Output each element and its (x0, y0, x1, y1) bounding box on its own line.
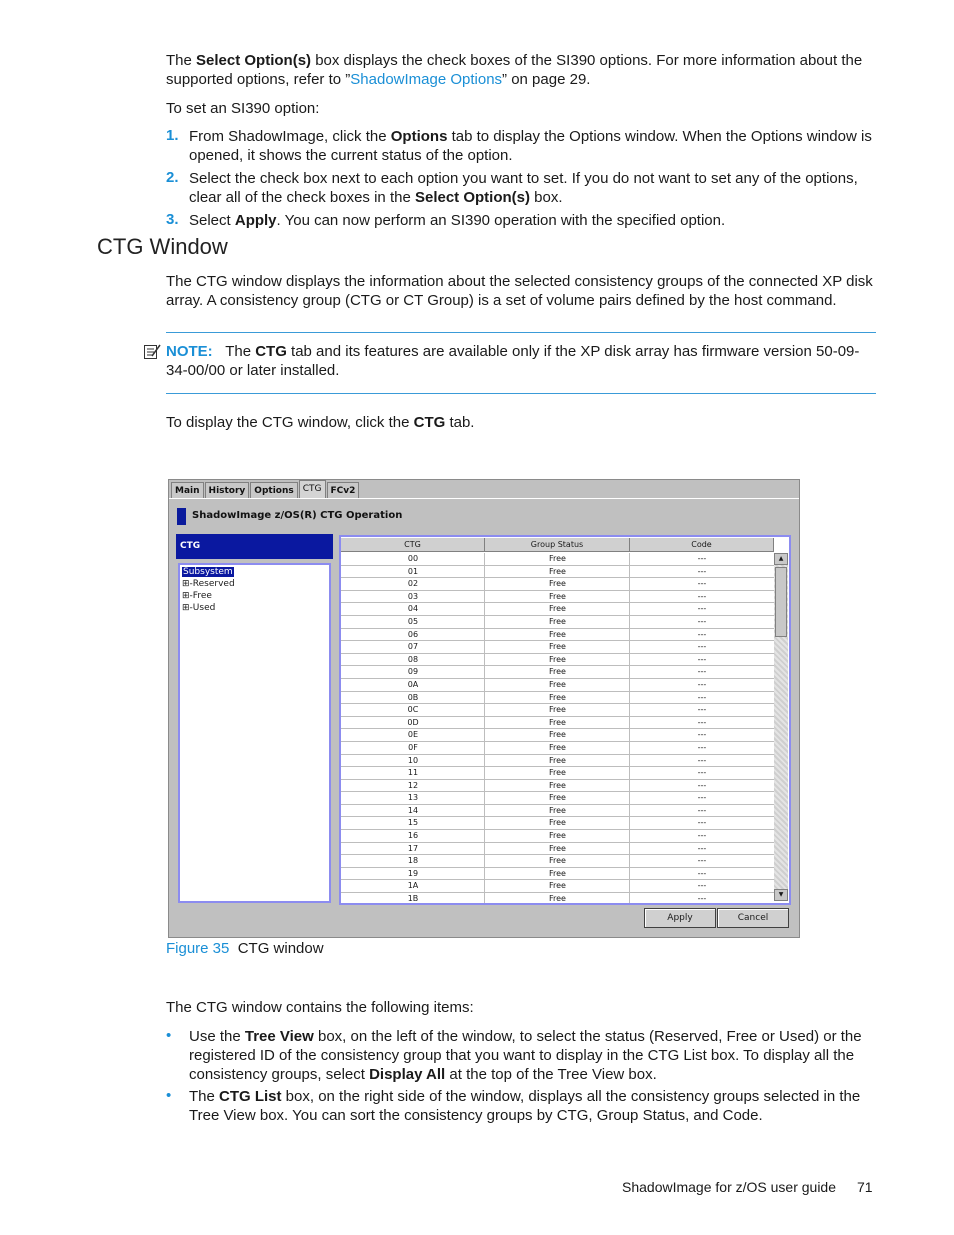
cell-group-status: Free (549, 843, 566, 853)
bullet-icon: • (166, 1027, 172, 1044)
scroll-up-icon[interactable]: ▲ (774, 553, 788, 565)
bullet-tree-view (189, 1027, 879, 1084)
cell-ctg: 06 (407, 629, 419, 639)
table-row[interactable] (341, 654, 774, 667)
table-row[interactable] (341, 603, 774, 616)
section-body: The CTG window displays the information about the selected consistency groups of the connected XP disk array. A consistency group (CTG or CT Group) is a set of volume pairs defined by the host command. (166, 273, 873, 309)
step-number: 1. (166, 127, 179, 144)
cell-group-status: Free (549, 780, 566, 790)
cell-ctg: 01 (407, 566, 419, 576)
cell-code: --- (697, 717, 707, 727)
table-row[interactable] (341, 755, 774, 768)
text: ” on page 29. (502, 71, 591, 88)
title-marker (177, 508, 186, 525)
ctg-list[interactable] (339, 535, 791, 905)
cell-ctg: 1B (407, 894, 419, 904)
cell-code: --- (697, 755, 707, 765)
bold-term: Tree View (244, 1028, 314, 1045)
cell-group-status: Free (549, 856, 566, 866)
cell-ctg: 00 (407, 554, 419, 563)
cell-group-status: Free (549, 818, 566, 828)
table-row[interactable] (341, 553, 774, 566)
window-title: ShadowImage z/OS(R) CTG Operation (192, 510, 403, 521)
tab-main[interactable]: Main (171, 482, 204, 499)
table-row[interactable] (341, 893, 774, 905)
tree-label: Used (192, 603, 216, 613)
table-row[interactable] (341, 729, 774, 742)
expand-icon[interactable]: ⊞ (182, 579, 190, 589)
bold-term: CTG (255, 343, 287, 360)
cell-ctg: 0C (407, 705, 419, 715)
cell-code: --- (697, 856, 707, 866)
expand-icon[interactable]: ⊞ (182, 591, 190, 601)
cell-group-status: Free (549, 768, 566, 778)
cell-group-status: Free (549, 692, 566, 702)
cell-code: --- (697, 742, 707, 752)
cell-group-status: Free (549, 642, 566, 652)
column-header-ctg[interactable]: CTG (341, 538, 485, 552)
cell-code: --- (697, 692, 707, 702)
cell-code: --- (697, 679, 707, 689)
tree-item-used[interactable]: ⊞-Used (182, 603, 216, 613)
cell-code: --- (697, 604, 707, 614)
tab-ctg[interactable]: CTG (299, 480, 326, 499)
step-number: 2. (166, 169, 179, 186)
table-row[interactable] (341, 817, 774, 830)
scroll-down-icon[interactable]: ▼ (774, 889, 788, 901)
text: Select the check box next to each option you want to set. If you do not want to set any of the options, clear all of the check boxes in the (189, 170, 858, 206)
step-number: 3. (166, 211, 179, 228)
cell-code: --- (697, 894, 707, 904)
cell-ctg: 1A (407, 881, 419, 891)
tab-divider (169, 498, 799, 499)
figure-label: Figure 35 (166, 940, 230, 957)
apply-button[interactable]: Apply (644, 908, 716, 928)
cell-group-status: Free (549, 717, 566, 727)
cell-code: --- (697, 554, 707, 563)
intro-paragraph (166, 51, 878, 89)
cell-code: --- (697, 616, 707, 626)
section-title: CTG Window (97, 234, 228, 259)
scroll-thumb[interactable] (775, 567, 787, 637)
tab-bar (171, 482, 360, 498)
text: box, on the left of the window, to select the status (Reserved, Free or Used) or the registered ID of the consistency group that you want to display in the CTG List box. To display all the consistency groups, select (189, 1028, 862, 1083)
cell-code: --- (697, 881, 707, 891)
text: tab. (445, 414, 475, 431)
cell-code: --- (697, 566, 707, 576)
text: box. (529, 189, 563, 206)
cell-group-status: Free (549, 667, 566, 677)
figure-caption (166, 940, 324, 957)
tree-label: Reserved (192, 579, 235, 589)
bullet-ctg-list (189, 1087, 879, 1125)
column-header-group-status[interactable]: Group Status (485, 538, 630, 552)
cell-code: --- (697, 780, 707, 790)
cell-ctg: 19 (407, 868, 419, 878)
bold-term: CTG List (219, 1088, 282, 1105)
cell-ctg: 04 (407, 604, 419, 614)
table-row[interactable] (341, 805, 774, 818)
cell-code: --- (697, 579, 707, 589)
table-row[interactable] (341, 792, 774, 805)
bold-term: Apply (234, 212, 277, 229)
cell-code: --- (697, 868, 707, 878)
cell-group-status: Free (549, 730, 566, 740)
cell-group-status: Free (549, 894, 566, 904)
note-icon (143, 343, 161, 361)
table-row[interactable] (341, 641, 774, 654)
expand-icon[interactable]: ⊞ (182, 603, 190, 613)
cell-group-status: Free (549, 742, 566, 752)
cell-ctg: 0B (407, 692, 419, 702)
cell-group-status: Free (549, 705, 566, 715)
bold-term: Options (390, 128, 448, 145)
cell-group-status: Free (549, 793, 566, 803)
table-row[interactable] (341, 855, 774, 868)
cell-ctg: 08 (407, 654, 419, 664)
cell-ctg: 17 (407, 843, 419, 853)
contains-intro: The CTG window contains the following items: (166, 999, 474, 1016)
table-row[interactable] (341, 692, 774, 705)
cell-ctg: 07 (407, 642, 419, 652)
cell-code: --- (697, 793, 707, 803)
cell-code: --- (697, 843, 707, 853)
cell-ctg: 13 (407, 793, 419, 803)
cell-group-status: Free (549, 755, 566, 765)
cell-group-status: Free (549, 629, 566, 639)
cell-ctg: 0F (408, 742, 418, 752)
cell-code: --- (697, 730, 707, 740)
cell-ctg: 05 (407, 616, 419, 626)
cell-ctg: 10 (407, 755, 419, 765)
cell-ctg: 0A (407, 679, 419, 689)
cell-group-status: Free (549, 591, 566, 601)
list-rows (341, 553, 774, 905)
cell-ctg: 14 (407, 805, 419, 815)
cell-group-status: Free (549, 831, 566, 841)
table-row[interactable] (341, 717, 774, 730)
text: From ShadowImage, click the (189, 128, 391, 145)
cell-ctg: 12 (407, 780, 419, 790)
tree-label: Subsystem (183, 567, 233, 577)
text: . You can now perform an SI390 operation with the specified option. (276, 212, 726, 229)
cell-code: --- (697, 831, 707, 841)
text: tab to display the Options window. When the Options window is opened, it shows the current status of the option. (189, 128, 872, 164)
tree-label: Free (192, 591, 212, 601)
table-row[interactable] (341, 679, 774, 692)
cell-group-status: Free (549, 654, 566, 664)
tab-history[interactable]: History (205, 482, 250, 499)
table-row[interactable] (341, 780, 774, 793)
cell-ctg: 02 (407, 579, 419, 589)
text: To display the CTG window, click the (166, 414, 414, 431)
cell-code: --- (697, 642, 707, 652)
text: tab and its features are available only if the XP disk array has firmware version 50-09-34-00/00 or later installed. (166, 343, 860, 379)
cell-ctg: 09 (407, 667, 419, 677)
cell-group-status: Free (549, 604, 566, 614)
table-row[interactable] (341, 591, 774, 604)
cell-code: --- (697, 818, 707, 828)
shadowimage-options-link[interactable]: ShadowImage Options (350, 71, 503, 88)
tab-fcv2[interactable]: FCv2 (327, 482, 360, 499)
cell-ctg: 03 (407, 591, 419, 601)
text: The (225, 343, 256, 360)
cell-ctg: 18 (407, 856, 419, 866)
cell-code: --- (697, 768, 707, 778)
text: Select (189, 212, 235, 229)
bold-term: Display All (369, 1066, 446, 1083)
figure-title: CTG window (237, 940, 324, 957)
table-row[interactable] (341, 843, 774, 856)
note-label: NOTE: (166, 343, 213, 360)
tree-view[interactable] (178, 563, 331, 903)
step-2 (189, 169, 879, 207)
ctg-panel-header: CTG (176, 534, 333, 559)
cell-ctg: 11 (407, 768, 419, 778)
step-3 (189, 211, 879, 230)
text: The (189, 1088, 220, 1105)
display-ctg-instruction (166, 413, 878, 432)
cell-code: --- (697, 591, 707, 601)
table-row[interactable] (341, 704, 774, 717)
table-row[interactable] (341, 830, 774, 843)
cell-group-status: Free (549, 579, 566, 589)
bold-term: CTG (413, 414, 446, 431)
cell-ctg: 16 (407, 831, 419, 841)
table-row[interactable] (341, 880, 774, 893)
cancel-button[interactable]: Cancel (717, 908, 789, 928)
table-row[interactable] (341, 868, 774, 881)
cell-code: --- (697, 667, 707, 677)
cell-ctg: 15 (407, 818, 419, 828)
set-option-intro: To set an SI390 option: (166, 100, 320, 117)
cell-code: --- (697, 805, 707, 815)
ctg-window-screenshot (168, 479, 800, 938)
table-row[interactable] (341, 666, 774, 679)
footer-title: ShadowImage for z/OS user guide (622, 1179, 837, 1195)
table-row[interactable] (341, 566, 774, 579)
note-bottom-rule (166, 393, 876, 394)
table-row[interactable] (341, 629, 774, 642)
tree-item-reserved[interactable]: ⊞-Reserved (182, 579, 235, 589)
text: The (166, 52, 197, 69)
text: Use the (189, 1028, 245, 1045)
text: box displays the check boxes of the SI390 options. For more information about the supported options, refer to ” (166, 52, 863, 88)
cell-group-status: Free (549, 805, 566, 815)
bold-term: Select Option(s) (414, 189, 530, 206)
tree-item-subsystem[interactable] (182, 567, 234, 577)
note-text (166, 342, 866, 380)
cell-group-status: Free (549, 679, 566, 689)
cell-group-status: Free (549, 616, 566, 626)
cell-ctg: 0E (407, 730, 419, 740)
column-header-code[interactable]: Code (630, 538, 774, 552)
table-row[interactable] (341, 767, 774, 780)
step-1 (189, 127, 879, 165)
page-number: 71 (857, 1179, 873, 1195)
table-row[interactable] (341, 616, 774, 629)
text: box, on the right side of the window, displays all the consistency groups selected in the Tree View box. You can sort the consistency groups by CTG, Group Status, and Code. (189, 1088, 861, 1124)
text: at the top of the Tree View box. (445, 1066, 657, 1083)
cell-group-status: Free (549, 554, 566, 563)
note-top-rule (166, 332, 876, 333)
cell-code: --- (697, 705, 707, 715)
tree-item-free[interactable]: ⊞-Free (182, 591, 212, 601)
cell-code: --- (697, 654, 707, 664)
cell-group-status: Free (549, 868, 566, 878)
cell-group-status: Free (549, 881, 566, 891)
cell-code: --- (697, 629, 707, 639)
tab-options[interactable]: Options (250, 482, 297, 499)
bullet-icon: • (166, 1087, 172, 1104)
table-row[interactable] (341, 578, 774, 591)
cell-ctg: 0D (407, 717, 419, 727)
bold-term: Select Option(s) (196, 52, 312, 69)
table-row[interactable] (341, 742, 774, 755)
cell-group-status: Free (549, 566, 566, 576)
vertical-scrollbar[interactable] (774, 553, 788, 901)
